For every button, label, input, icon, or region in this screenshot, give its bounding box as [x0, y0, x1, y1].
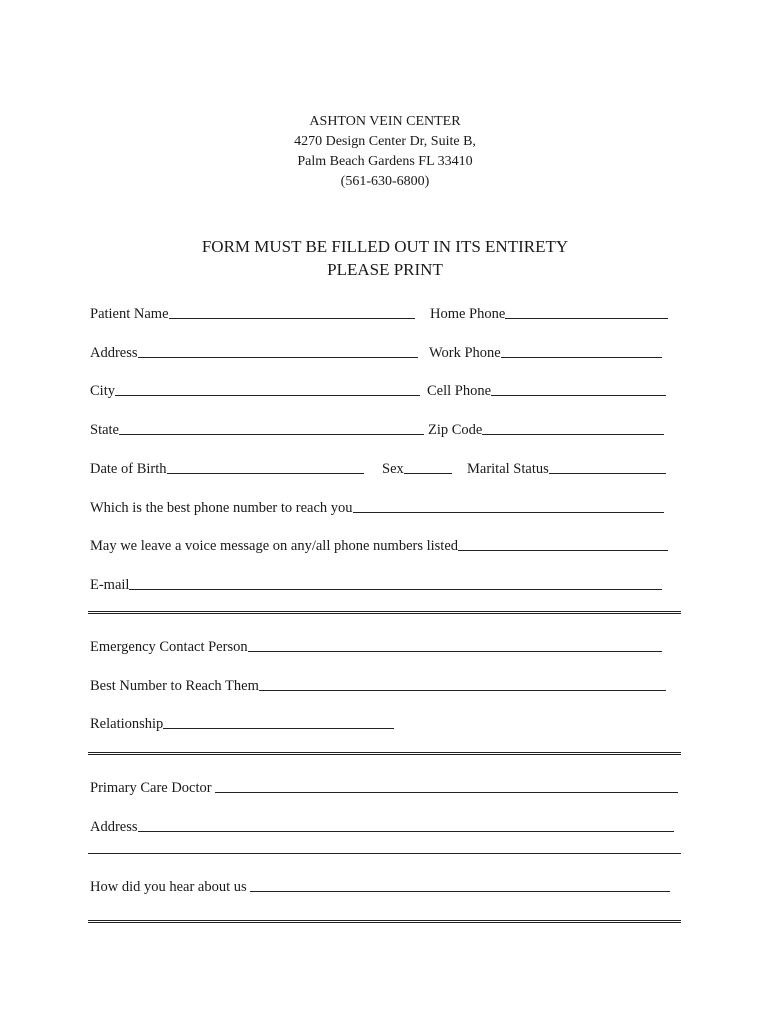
date-of-birth-label: Date of Birth [90, 461, 167, 477]
state-line[interactable] [119, 434, 424, 435]
best-number-label: Best Number to Reach Them [90, 678, 259, 694]
city-line[interactable] [115, 395, 420, 396]
email-label: E-mail [90, 577, 130, 593]
emergency-contact-line[interactable] [248, 651, 662, 652]
home-phone-label: Home Phone [430, 306, 506, 322]
cell-phone-field[interactable] [427, 378, 666, 400]
home-phone-field[interactable] [430, 301, 668, 323]
row-address [90, 340, 670, 362]
sex-line[interactable] [404, 473, 452, 474]
relationship-field[interactable] [90, 711, 394, 733]
row-relationship [90, 711, 670, 733]
address-field[interactable] [90, 340, 418, 362]
work-phone-field[interactable] [429, 340, 662, 362]
relationship-line[interactable] [163, 728, 394, 729]
zip-code-field[interactable] [428, 417, 664, 439]
primary-care-label: Primary Care Doctor [90, 780, 216, 796]
emergency-contact-label: Emergency Contact Person [90, 639, 248, 655]
section-divider-1 [88, 611, 681, 614]
cell-phone-label: Cell Phone [427, 383, 492, 399]
row-doctor-address [90, 814, 680, 836]
section-divider-4 [88, 920, 681, 923]
form-instruction-subtitle: PLEASE PRINT [327, 260, 443, 279]
row-email [90, 572, 670, 594]
best-phone-line[interactable] [353, 512, 664, 513]
row-voice-message [90, 533, 670, 555]
clinic-address-line-2: Palm Beach Gardens FL 33410 [297, 154, 473, 169]
marital-status-field[interactable] [467, 456, 666, 478]
voice-message-line[interactable] [458, 550, 668, 551]
row-best-phone [90, 495, 670, 517]
clinic-phone: (561-630-6800) [340, 174, 430, 189]
row-referral [90, 874, 680, 896]
section-divider-3 [88, 853, 681, 855]
row-patient-name [90, 301, 670, 323]
best-phone-label: Which is the best phone number to reach you [90, 500, 353, 516]
work-phone-line[interactable] [501, 357, 662, 358]
work-phone-label: Work Phone [429, 345, 501, 361]
date-of-birth-field[interactable] [90, 456, 364, 478]
referral-field[interactable] [90, 874, 670, 896]
primary-care-line[interactable] [215, 792, 678, 793]
primary-care-field[interactable] [90, 775, 678, 797]
doctor-address-line[interactable] [138, 831, 674, 832]
zip-code-label: Zip Code [428, 422, 483, 438]
patient-name-label: Patient Name [90, 306, 169, 322]
home-phone-line[interactable] [505, 318, 668, 319]
clinic-name: ASHTON VEIN CENTER [309, 114, 461, 129]
email-field[interactable] [90, 572, 662, 594]
address-line[interactable] [138, 357, 418, 358]
doctor-address-field[interactable] [90, 814, 674, 836]
date-of-birth-line[interactable] [167, 473, 364, 474]
patient-name-line[interactable] [169, 318, 415, 319]
row-emergency-contact [90, 634, 670, 656]
state-field[interactable] [90, 417, 424, 439]
email-line[interactable] [129, 589, 662, 590]
city-label: City [90, 383, 115, 399]
marital-status-line[interactable] [549, 473, 666, 474]
clinic-address-line-1: 4270 Design Center Dr, Suite B, [294, 134, 476, 149]
row-city [90, 378, 670, 400]
row-date-of-birth [90, 456, 670, 478]
voice-message-field[interactable] [90, 533, 668, 555]
marital-status-label: Marital Status [467, 461, 549, 477]
best-number-line[interactable] [259, 690, 666, 691]
city-field[interactable] [90, 378, 420, 400]
row-best-number [90, 673, 670, 695]
referral-line[interactable] [250, 891, 670, 892]
address-label: Address [90, 345, 138, 361]
best-number-field[interactable] [90, 673, 666, 695]
form-instruction-title: FORM MUST BE FILLED OUT IN ITS ENTIRETY [201, 237, 569, 256]
sex-field[interactable] [382, 456, 452, 478]
referral-label: How did you hear about us [90, 879, 251, 895]
section-divider-2 [88, 752, 681, 755]
row-primary-care [90, 775, 680, 797]
cell-phone-line[interactable] [491, 395, 666, 396]
relationship-label: Relationship [90, 716, 164, 732]
state-label: State [90, 422, 119, 438]
sex-label: Sex [382, 461, 404, 477]
row-state [90, 417, 670, 439]
voice-message-label: May we leave a voice message on any/all phone numbers listed [90, 538, 459, 554]
zip-code-line[interactable] [482, 434, 664, 435]
best-phone-field[interactable] [90, 495, 664, 517]
doctor-address-label: Address [90, 819, 138, 835]
emergency-contact-field[interactable] [90, 634, 662, 656]
patient-name-field[interactable] [90, 301, 415, 323]
